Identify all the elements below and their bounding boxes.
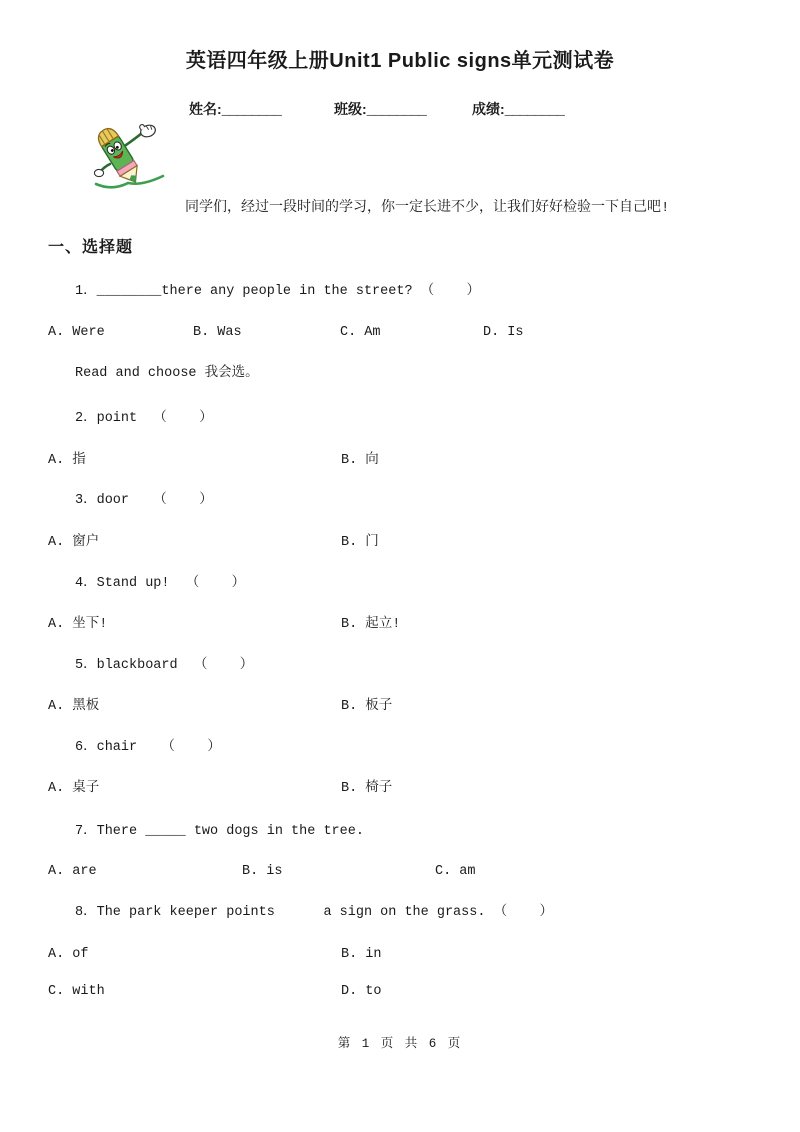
option-label: A. 指: [48, 453, 86, 468]
question-7-prompt: 7．There _____ two dogs in the tree.: [75, 824, 364, 839]
option-label: D. Is: [483, 325, 524, 340]
option-label: C. am: [435, 864, 476, 879]
question-4-prompt: 4．Stand up! （ ）: [75, 576, 246, 591]
question-5-options: [48, 698, 392, 716]
option-label: A. Were: [48, 325, 105, 340]
read-and-choose-label: Read and choose 我会选。: [75, 366, 259, 381]
question-4-options: [48, 616, 400, 634]
option-label: A. 坐下!: [48, 617, 108, 632]
option-label: B. in: [341, 947, 382, 962]
question-8-options-row-2: [48, 983, 382, 1001]
question-8-options-row-1: [48, 946, 382, 964]
score-field: [472, 99, 564, 119]
intro-text: 同学们，经过一段时间的学习，你一定长进不少，让我们好好检验一下自己吧!: [185, 200, 670, 216]
option-label: D. to: [341, 984, 382, 999]
class-blank: ________: [366, 103, 426, 119]
score-label: 成绩:: [472, 101, 505, 117]
option-label: B. is: [242, 864, 283, 879]
question-2-prompt: 2．point （ ）: [75, 411, 213, 426]
class-label: 班级:: [334, 101, 367, 117]
option-label: A. 桌子: [48, 781, 100, 796]
page-title: 英语四年级上册Unit1 Public signs单元测试卷: [185, 50, 615, 72]
question-5-prompt: 5．blackboard （ ）: [75, 658, 254, 673]
option-label: B. 起立!: [341, 617, 401, 632]
option-label: B. 板子: [341, 699, 393, 714]
option-label: B. 门: [341, 535, 379, 550]
option-label: A. of: [48, 947, 89, 962]
option-label: C. with: [48, 984, 105, 999]
section-one-heading: 一、选择题: [48, 239, 134, 256]
question-1-options: [48, 324, 524, 342]
page-number-footer: 第 1 页 共 6 页: [337, 1037, 463, 1051]
option-label: B. 椅子: [341, 781, 393, 796]
question-7-options: [48, 863, 476, 881]
question-3-prompt: 3．door （ ）: [75, 493, 213, 508]
name-label: 姓名:: [189, 101, 222, 117]
score-blank: ________: [504, 103, 564, 119]
name-blank: ________: [221, 103, 281, 119]
question-6-options: [48, 780, 392, 798]
question-2-options: [48, 452, 379, 470]
option-label: B. Was: [193, 325, 242, 340]
option-label: A. are: [48, 864, 97, 879]
option-label: B. 向: [341, 453, 379, 468]
pencil-mascot-icon: [86, 120, 168, 192]
class-field: [334, 99, 472, 119]
option-label: A. 黑板: [48, 699, 100, 714]
question-6-prompt: 6．chair （ ）: [75, 740, 221, 755]
question-3-options: [48, 534, 379, 552]
question-1-prompt: 1．________there any people in the street? （ ）: [75, 284, 481, 299]
option-label: C. Am: [340, 325, 381, 340]
name-field: [189, 99, 334, 119]
option-label: A. 窗户: [48, 535, 100, 550]
question-8-prompt: 8．The park keeper points a sign on the grass. （ ）: [75, 905, 553, 920]
header-fields-row: [189, 99, 564, 119]
